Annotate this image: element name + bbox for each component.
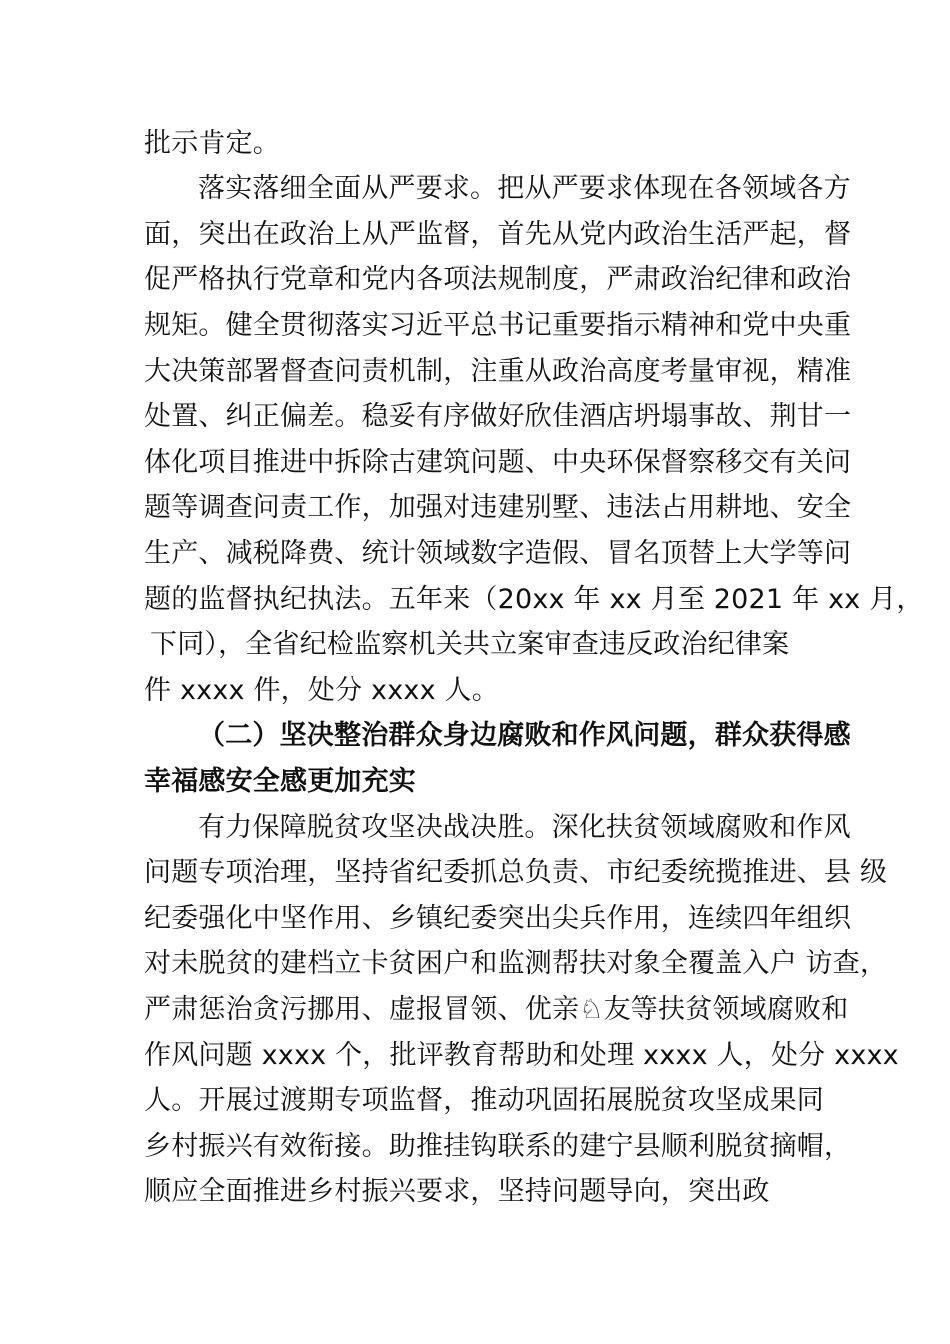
text-line: 乡村振兴有效衔接。助推挂钩联系的建宁县顺利脱贫摘帽， (144, 1131, 852, 1162)
text-line: 件 xxxx 件，处分 xxxx 人。 (144, 675, 499, 706)
text-line: 顺应全面推进乡村振兴要求，坚持问题导向，突出政 (144, 1176, 770, 1207)
text-line: 人。开展过渡期专项监督，推动巩固拓展脱贫攻坚成果同 (144, 1085, 824, 1116)
text-line: 规矩。健全贯彻落实习近平总书记重要指示精神和党中央重 (144, 310, 852, 341)
text-line: 大决策部署督查问责机制，注重从政治高度考量审视，精准 (144, 356, 852, 387)
text-line: 问题专项治理，坚持省纪委抓总负责、市纪委统揽推进、县 级 (144, 857, 888, 888)
text-line: 处置、纠正偏差。稳妥有序做好欣佳酒店坍塌事故、荆甘一 (144, 401, 852, 432)
text-line: 下同），全省纪检监察机关共立案审查违反政治纪律案 (150, 629, 790, 660)
text-line: 生产、减税降费、统计领域数字造假、冒名顶替上大学等问 (144, 538, 852, 569)
text-line: 面，突出在政治上从严监督，首先从党内政治生活严起，督 (144, 219, 852, 250)
text-line: 促严格执行党章和党内各项法规制度，严肃政治纪律和政治 (144, 264, 852, 295)
text-line: 纪委强化中坚作用、乡镇纪委突出尖兵作用，连续四年组织 (144, 903, 852, 934)
text-line: 题等调查问责工作，加强对违建别墅、违法占用耕地、安全 (144, 492, 852, 523)
text-line: 批示肯定。 (144, 128, 280, 159)
paragraph-first-line: 落实落细全面从严要求。把从严要求体现在各领域各方 (198, 173, 851, 204)
text-line: 对未脱贫的建档立卡贫困户和监测帮扶对象全覆盖入户 访查， (144, 948, 888, 979)
text-line: 作风问题 xxxx 个，批评教育帮助和处理 xxxx 人，处分 xxxx (144, 1040, 899, 1071)
paragraph-first-line: 有力保障脱贫攻坚决战决胜。深化扶贫领域腐败和作风 (198, 812, 851, 843)
text-line: 题的监督执纪执法。五年来（20xx 年 xx 月至 2021 年 xx 月， (144, 584, 924, 615)
text-line: 严肃惩治贪污挪用、虚报冒领、优亲♘友等扶贫领域腐败和 (144, 994, 849, 1025)
section-heading-continued: 幸福感安全感更加充实 (144, 766, 416, 797)
text-line: 体化项目推进中拆除古建筑问题、中央环保督察移交有关问 (144, 447, 852, 478)
section-heading: （二）坚决整治群众身边腐败和作风问题，群众获得感 (198, 720, 851, 751)
